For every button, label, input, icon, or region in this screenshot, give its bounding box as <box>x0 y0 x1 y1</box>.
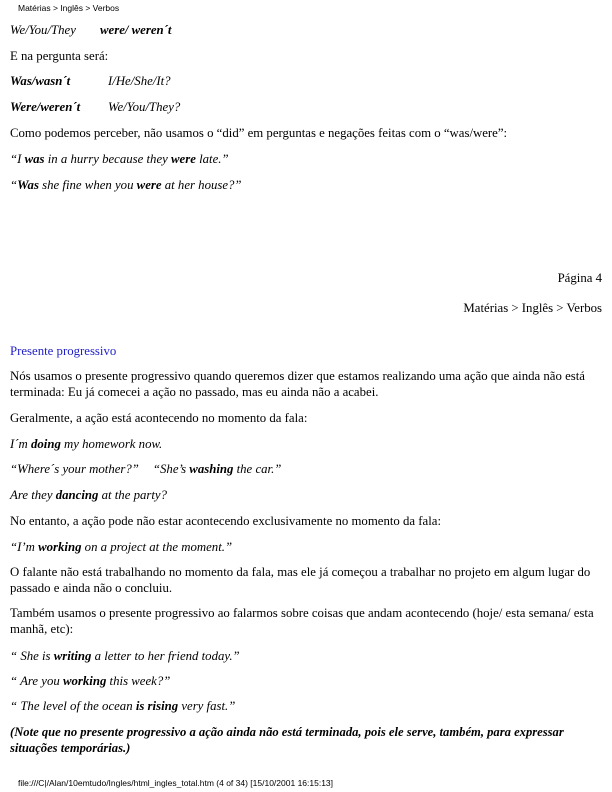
note-paragraph: (Note que no presente progressivo a ação ainda não está terminada, pois ele serve, também, para expressar situações temporárias.) <box>10 725 564 755</box>
pronoun-cell: We/You/They? <box>108 100 181 114</box>
example-sentence: “Where´s your mother?” “She’s washing the car.” <box>10 462 282 476</box>
section-title: Presente progressivo <box>10 344 117 358</box>
general-paragraph: Geralmente, a ação está acontecendo no momento da fala: <box>10 411 308 425</box>
also-paragraph: Também usamos o presente progressivo ao falarmos sobre coisas que andam acontecendo (hoje/ esta semana/ esta manhã, etc): <box>10 606 594 636</box>
speaker-paragraph: O falante não está trabalhando no momento da fala, mas ele já começou a trabalhar no projeto em algum lugar do passado e ainda não o concluiu. <box>10 565 591 595</box>
pronoun-row-3 <box>10 99 602 115</box>
example-sentence: “ Are you working this week?” <box>10 674 171 688</box>
verb-cell: Was/wasn´t <box>10 74 71 88</box>
header-breadcrumb: Matérias > Inglês > Verbos <box>18 3 120 13</box>
pronoun-row-2 <box>10 73 602 89</box>
verb-cell: Were/weren´t <box>10 100 81 114</box>
explanation: Como podemos perceber, não usamos o “did” em perguntas e negações feitas com o “was/were”: <box>10 126 508 140</box>
pronoun-cell: I/He/She/It? <box>108 74 171 88</box>
example-sentence: “ The level of the ocean is rising very fast.” <box>10 699 236 713</box>
verb-cell: were/ weren´t <box>100 23 172 37</box>
breadcrumb: Matérias > Inglês > Verbos <box>463 301 602 315</box>
however-paragraph: No entanto, a ação pode não estar acontecendo exclusivamente no momento da fala: <box>10 514 442 528</box>
example-sentence: “I was in a hurry because they were late.” <box>10 152 229 166</box>
pronoun-row-1 <box>10 22 602 38</box>
example-sentence: I´m doing my homework now. <box>10 437 163 451</box>
example-sentence: Are they dancing at the party? <box>10 488 167 502</box>
example-sentence: “I’m working on a project at the moment.” <box>10 540 233 554</box>
page-number: Página 4 <box>557 271 602 285</box>
example-sentence: “ She is writing a letter to her friend today.” <box>10 649 240 663</box>
footer-url: file:///C|/Alan/10emtudo/Ingles/html_ingles_total.htm (4 of 34) [15/10/2001 16:15:13] <box>18 778 334 788</box>
example-sentence: “Was she fine when you were at her house?” <box>10 178 242 192</box>
pronoun-cell: We/You/They <box>10 23 76 37</box>
question-intro: E na pergunta será: <box>10 49 109 63</box>
intro-paragraph: Nós usamos o presente progressivo quando queremos dizer que estamos realizando uma ação que ainda não está terminada: Eu já comecei a ação no passado, mas eu ainda não a acabei. <box>10 369 585 399</box>
